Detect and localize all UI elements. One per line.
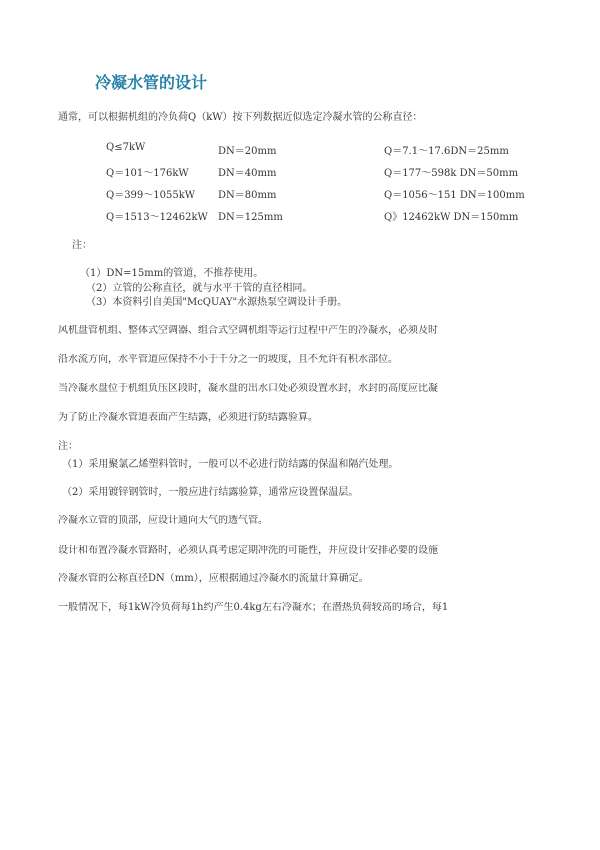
body-paragraph: 冷凝水管的公称直径DN（mm），应根据通过冷凝水的流量计算确定。 <box>58 573 369 584</box>
table-row <box>106 186 526 208</box>
note-item: （1）DN=15mm的管道，不推荐使用。 <box>80 268 264 279</box>
pipe-diameter-table <box>106 142 526 230</box>
table-cell: Q＝1513～12462kW <box>106 212 208 223</box>
table-cell: DN＝80mm <box>218 190 277 201</box>
intro-text: 通常，可以根据机组的冷负荷Q（kW）按下列数据近似选定冷凝水管的公称直径： <box>58 112 423 123</box>
body-paragraph: 一般情况下，每1kW冷负荷每1h约产生0.4kg左右冷凝水；在潜热负荷较高的场合，每1 <box>58 602 449 613</box>
body-paragraph: 设计和布置冷凝水管路时，必须认真考虑定期冲洗的可能性，并应设计安排必要的设施 <box>58 545 438 556</box>
table-row <box>106 208 526 230</box>
note-item: （3）本资料引自美国"McQUAY"水源热泵空调设计手册。 <box>86 297 348 308</box>
table-cell: DN＝20mm <box>218 146 277 157</box>
note-heading: 注： <box>72 240 92 251</box>
body-paragraph: 当冷凝水盘位于机组负压区段时，凝水盘的出水口处必须设置水封，水封的高度应比凝 <box>58 383 438 394</box>
table-cell: Q＝177～598k DN＝50mm <box>384 168 519 179</box>
body-paragraph: 风机盘管机组、整体式空调器、组合式空调机组等运行过程中产生的冷凝水，必须及时 <box>58 325 438 336</box>
note-item: （2）立管的公称直径，就与水平干管的直径相同。 <box>86 283 313 294</box>
table-cell: Q＝7.1～17.6DN＝25mm <box>384 146 509 157</box>
table-cell: Q＝1056～151 DN＝100mm <box>384 190 525 201</box>
table-cell: Q＝101～176kW <box>106 168 189 179</box>
table-cell: Q＝399～1055kW <box>106 190 196 201</box>
table-row <box>106 164 526 186</box>
body-paragraph: 冷凝水立管的顶部，应设计通向大气的透气管。 <box>58 515 268 526</box>
table-row <box>106 142 526 164</box>
table-cell: Q》12462kW DN＝150mm <box>384 212 519 223</box>
table-cell: Q≤7kW <box>106 142 146 153</box>
page-title: 冷凝水管的设计 <box>95 73 208 92</box>
note-item: （1）采用聚氯乙烯塑料管时，一般可以不必进行防结露的保温和隔汽处理。 <box>62 459 399 470</box>
body-paragraph: 为了防止冷凝水管道表面产生结露，必须进行防结露验算。 <box>58 412 318 423</box>
note-heading: 注： <box>58 441 78 452</box>
note-item: （2）采用镀锌钢管时，一般应进行结露验算，通常应设置保温层。 <box>62 487 359 498</box>
table-cell: DN＝125mm <box>218 212 283 223</box>
table-cell: DN＝40mm <box>218 168 277 179</box>
body-paragraph: 沿水流方向，水平管道应保持不小于千分之一的坡度，且不允许有积水部位。 <box>58 354 398 365</box>
